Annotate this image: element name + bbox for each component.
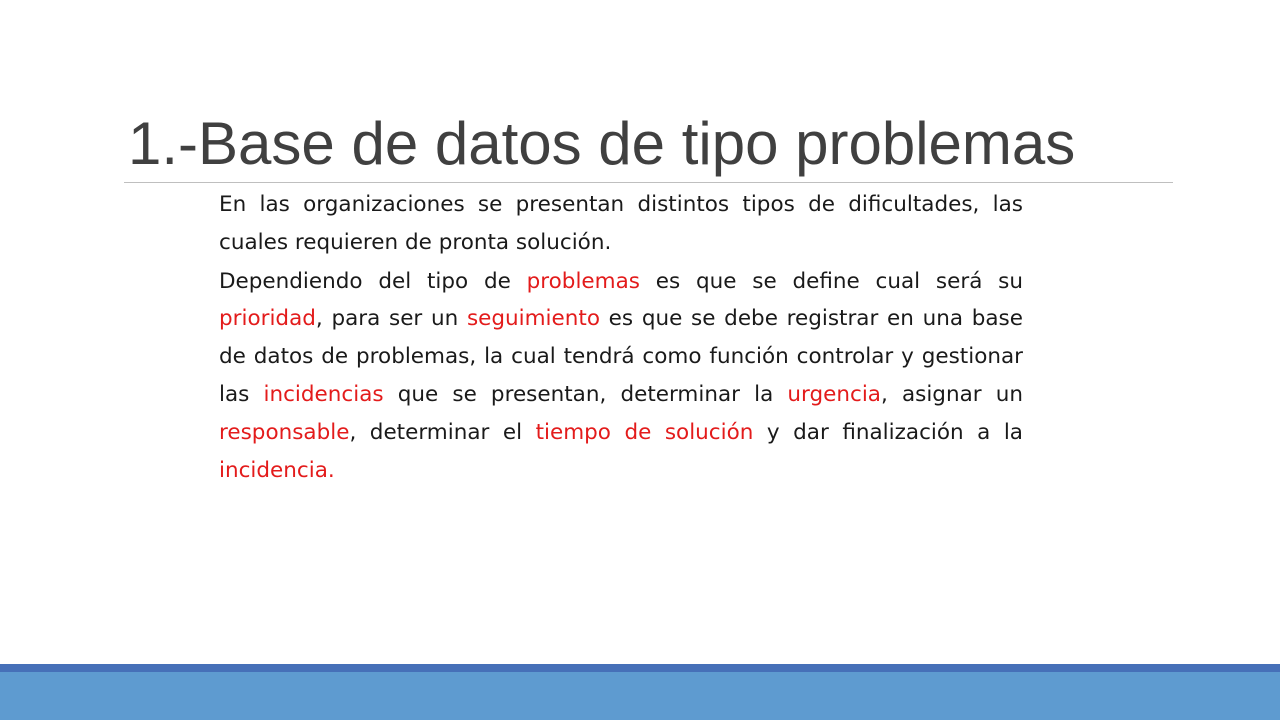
keyword-urgencia: urgencia (787, 381, 881, 407)
keyword-responsable: responsable (219, 419, 350, 445)
keyword-problemas: problemas (526, 268, 640, 294)
text-segment: , determinar el (349, 419, 536, 445)
title-divider (124, 182, 1173, 183)
paragraph-intro: En las organizaciones se presentan distintos tipos de dificultades, las cuales requieren de pronta solución. (219, 192, 1023, 255)
footer-bar-light (0, 672, 1280, 720)
keyword-incidencias: incidencias (263, 381, 384, 407)
footer-bar-dark (0, 664, 1280, 672)
keyword-tiempo-de-solucion: tiempo de solución (535, 419, 754, 445)
text-segment: que se presentan, determinar la (383, 381, 788, 407)
keyword-prioridad: prioridad (219, 306, 316, 332)
keyword-incidencia: incidencia. (219, 457, 335, 483)
text-segment: , asignar un (880, 381, 1023, 407)
text-segment: , para ser un (315, 306, 467, 332)
slide-title: 1.-Base de datos de tipo problemas (128, 110, 1076, 177)
paragraph-detail (219, 263, 1023, 490)
keyword-seguimiento: seguimiento (466, 306, 600, 332)
slide-body (219, 186, 1023, 490)
text-segment: es que se define cual será su (639, 268, 1023, 294)
text-segment: es que se debe registrar en una base de datos de problemas, la cual tendrá como función controlar y gestionar las (219, 306, 1023, 407)
text-segment: y dar finalización a la (753, 419, 1023, 445)
text-segment: Dependiendo del tipo de (219, 268, 527, 294)
